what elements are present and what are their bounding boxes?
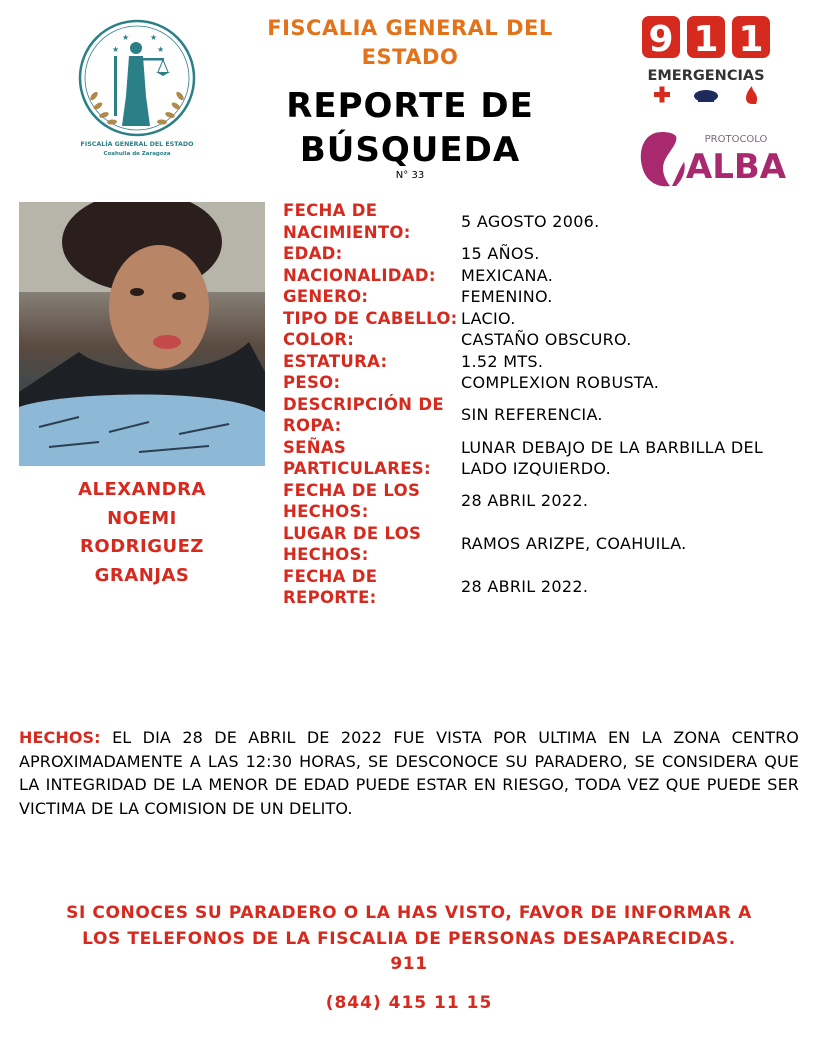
field-value: 15 AÑOS. — [461, 244, 540, 263]
field-value: 5 AGOSTO 2006. — [461, 211, 600, 231]
field-row — [283, 480, 793, 523]
field-row — [283, 351, 793, 373]
emergency-911-logo — [640, 14, 774, 114]
digit-1a: 1 — [693, 19, 719, 60]
name-line-4: GRANJAS — [94, 564, 190, 586]
protocolo-alba-logo — [636, 128, 786, 190]
call-to-action — [19, 901, 799, 978]
digit-9: 9 — [648, 19, 674, 60]
field-row — [283, 243, 793, 265]
name-line-3: RODRIGUEZ — [80, 536, 204, 557]
field-label: ESTATURA: — [283, 351, 388, 371]
field-row — [283, 437, 793, 480]
field-label: FECHA DE LOS HECHOS: — [283, 480, 421, 521]
name-line-2: NOEMI — [107, 507, 177, 529]
alba-top-label: PROTOCOLO — [704, 134, 768, 145]
field-label: TIPO DE CABELLO: — [283, 308, 458, 328]
facts-label: HECHOS: — [19, 728, 101, 747]
svg-text:★: ★ — [157, 45, 165, 54]
svg-text:★: ★ — [122, 33, 130, 42]
missing-person-photo — [19, 202, 265, 466]
field-value: 1.52 MTS. — [461, 351, 544, 371]
emergencias-label: EMERGENCIAS — [647, 68, 765, 84]
facts-text: EL DIA 28 DE ABRIL DE 2022 FUE VISTA POR ULTIMA EN LA ZONA CENTRO APROXIMADAMENTE A LAS 12:30 HORAS, SE DESCONOCE SU PARADERO, SE CONSIDERA QUE LA INTEGRIDAD DE LA MENOR DE EDAD PUEDE ESTAR EN RIESGO, TODA VEZ QUE PUEDE SER VICTIMA DE LA COMISION DE UN DELITO. — [19, 728, 799, 818]
alba-main-label: ALBA — [685, 147, 786, 187]
field-row — [283, 200, 793, 243]
agency-name — [230, 14, 590, 72]
contact-phone: (844) 415 11 15 — [325, 993, 493, 1013]
field-value: CASTAÑO OBSCURO. — [461, 330, 632, 349]
cta-line-1: SI CONOCES SU PARADERO O LA HAS VISTO, FAVOR DE INFORMAR A — [66, 903, 752, 923]
cta-line-3: 911 — [390, 954, 428, 974]
field-label: DESCRIPCIÓN DE ROPA: — [283, 394, 444, 435]
medical-cross-icon — [654, 87, 670, 103]
field-value: RAMOS ARIZPE, COAHUILA. — [461, 534, 687, 554]
agency-line-2: ESTADO — [361, 45, 459, 69]
seal-text-line-2: Coahuila de Zaragoza — [103, 151, 171, 157]
report-number: N° 33 — [395, 170, 425, 181]
facts-paragraph — [19, 726, 799, 820]
field-row — [283, 308, 793, 330]
field-value: MEXICANA. — [461, 265, 554, 285]
field-row — [283, 523, 793, 566]
name-line-1: ALEXANDRA — [78, 479, 206, 500]
field-value: COMPLEXION ROBUSTA. — [461, 373, 660, 392]
field-label: NACIONALIDAD: — [283, 265, 436, 285]
field-label: FECHA DE NACIMIENTO: — [283, 201, 411, 242]
field-label: LUGAR DE LOS HECHOS: — [283, 523, 422, 564]
digit-1b: 1 — [738, 19, 764, 60]
field-value: LACIO. — [461, 308, 516, 328]
field-row — [283, 329, 793, 351]
person-name — [19, 476, 265, 590]
field-label: COLOR: — [283, 330, 355, 349]
title-line-2: BÚSQUEDA — [299, 130, 521, 170]
fiscalia-seal-logo — [72, 18, 202, 168]
field-label: FECHA DE REPORTE: — [283, 566, 378, 607]
field-value: SIN REFERENCIA. — [461, 405, 603, 425]
agency-line-1: FISCALIA GENERAL DEL — [267, 16, 553, 40]
field-row — [283, 265, 793, 287]
field-row — [283, 566, 793, 609]
field-row — [283, 394, 793, 437]
seal-text-line-1: FISCALÍA GENERAL DEL ESTADO — [80, 141, 194, 148]
field-value: 28 ABRIL 2022. — [461, 577, 589, 597]
field-value: LUNAR DEBAJO DE LA BARBILLA DEL LADO IZQUIERDO. — [461, 437, 764, 478]
field-value: 28 ABRIL 2022. — [461, 491, 589, 511]
cta-line-2: LOS TELEFONOS DE LA FISCALIA DE PERSONAS DESAPARECIDAS. — [82, 928, 736, 949]
fire-icon — [746, 86, 757, 104]
title-line-1: REPORTE DE — [286, 86, 534, 126]
svg-text:★: ★ — [150, 33, 158, 42]
field-label: EDAD: — [283, 244, 343, 263]
field-label: PESO: — [283, 373, 341, 392]
field-row — [283, 372, 793, 394]
svg-text:★: ★ — [112, 45, 120, 54]
field-value: FEMENINO. — [461, 287, 553, 306]
field-label: GENERO: — [283, 287, 369, 306]
page-title — [230, 84, 590, 172]
field-row — [283, 286, 793, 308]
person-details — [283, 200, 793, 609]
field-label: SEÑAS PARTICULARES: — [283, 437, 431, 478]
police-cap-icon — [694, 90, 718, 102]
